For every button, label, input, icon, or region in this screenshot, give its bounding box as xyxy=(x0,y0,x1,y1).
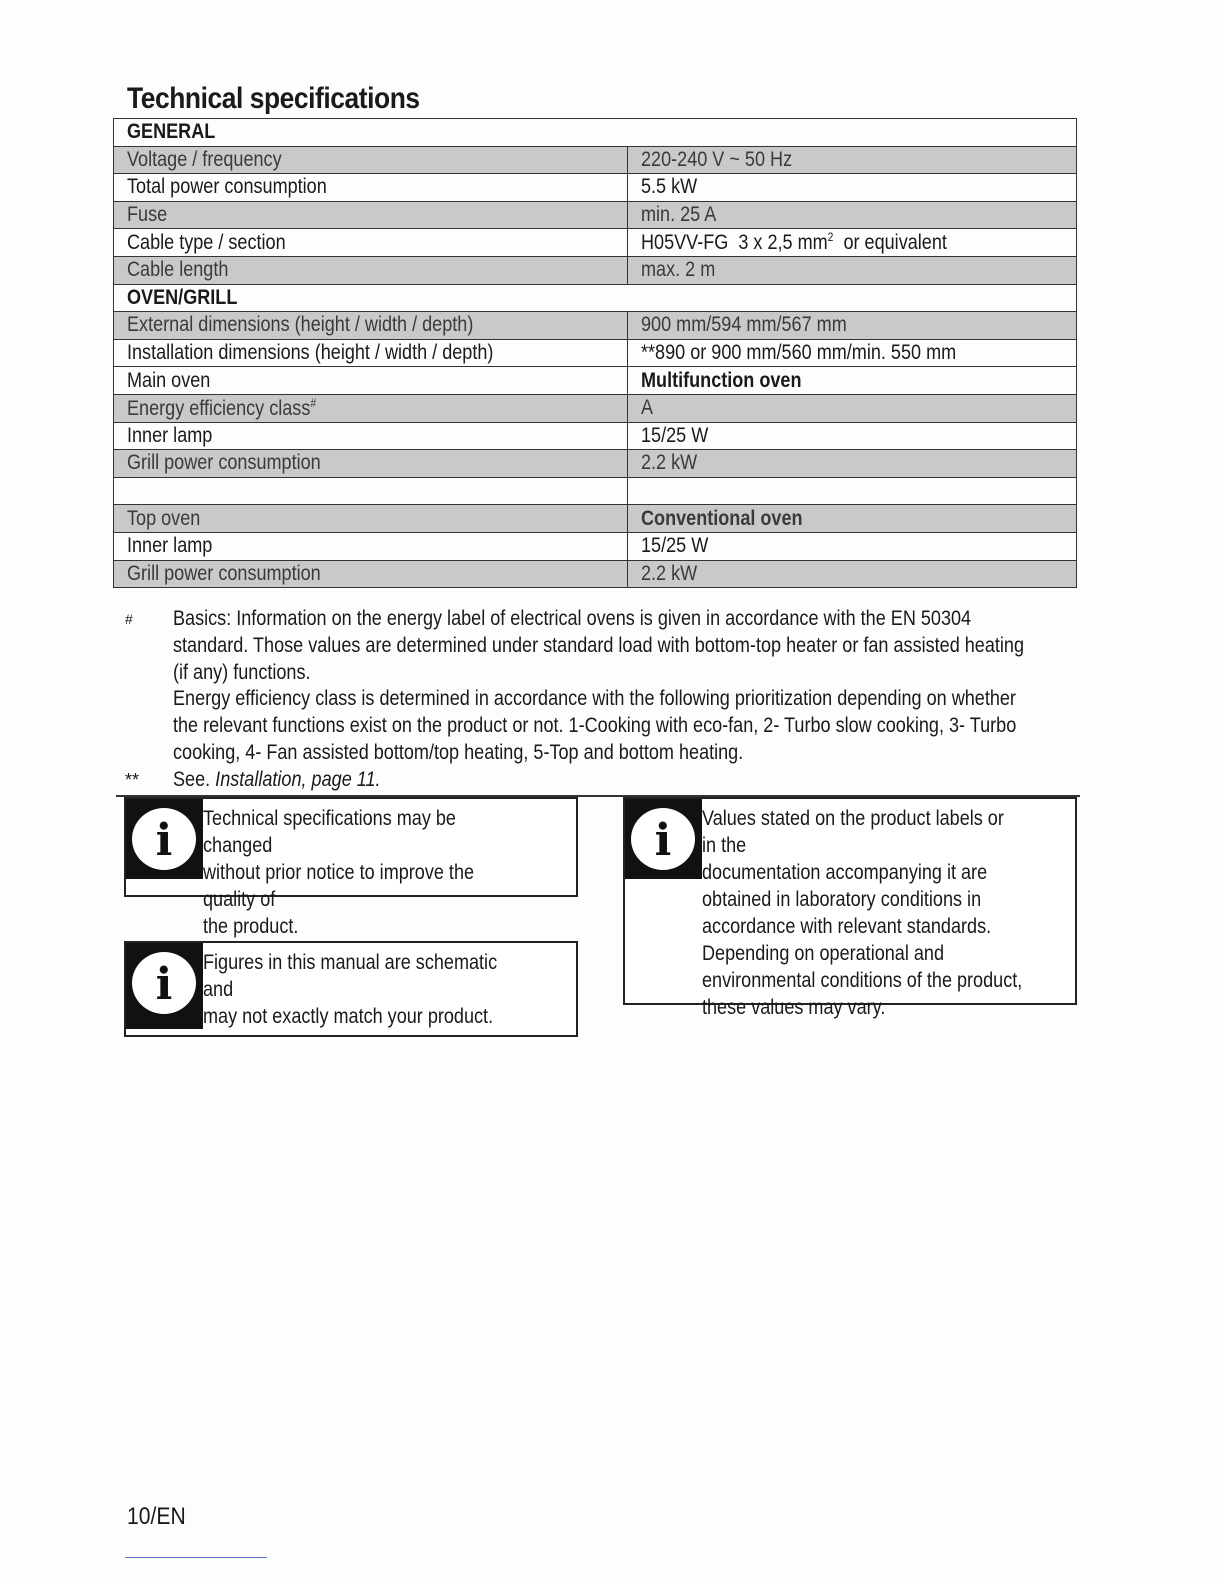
spec-value: **890 or 900 mm/560 mm/min. 550 mm xyxy=(628,339,1077,367)
spec-label: Energy efficiency class# xyxy=(114,394,628,422)
spec-value: Conventional oven xyxy=(628,505,1077,533)
spec-label: Grill power consumption xyxy=(114,560,628,588)
spec-value: 5.5 kW xyxy=(628,174,1077,202)
spec-row xyxy=(114,394,1077,422)
spec-label: Inner lamp xyxy=(114,422,628,450)
info-text-line: documentation accompanying it are xyxy=(702,861,988,884)
info-text-line: Technical specifications may be changed xyxy=(203,807,456,857)
spec-label: Installation dimensions (height / width / depth) xyxy=(114,339,628,367)
spec-row xyxy=(114,339,1077,367)
info-icon: i xyxy=(625,799,702,879)
footnote-line: Basics: Information on the energy label of electrical ovens is given in accordance with the EN 50304 xyxy=(173,607,972,630)
spec-value: min. 25 A xyxy=(628,201,1077,229)
spec-label: Grill power consumption xyxy=(114,450,628,478)
section-header: OVEN/GRILL xyxy=(114,284,1077,312)
spec-label: Voltage / frequency xyxy=(114,146,628,174)
spec-row xyxy=(114,532,1077,560)
info-box-values xyxy=(623,797,1077,1019)
spec-row xyxy=(114,201,1077,229)
info-text-line: Depending on operational and xyxy=(702,942,945,965)
page-number: 10/EN xyxy=(127,1503,186,1530)
spec-value: H05VV-FG 3 x 2,5 $mm^2$ or equivalent xyxy=(628,229,1077,257)
footnote-line: (if any) functions. xyxy=(173,660,311,684)
footnote-installation xyxy=(125,767,1075,794)
spec-label: Main oven xyxy=(114,367,628,395)
footnote-line: Energy efficiency class is determined in accordance with the following prioritization depending on whether xyxy=(173,687,1016,711)
spec-row xyxy=(114,256,1077,284)
footnote-line: standard. Those values are determined under standard load with bottom-top heater or fan assisted heating xyxy=(173,633,1025,657)
info-icon: i xyxy=(126,799,203,879)
spec-row xyxy=(114,560,1077,588)
spec-row xyxy=(114,367,1077,395)
info-text-line: obtained in laboratory conditions in xyxy=(702,888,982,911)
section-header-row xyxy=(114,284,1077,312)
spec-value xyxy=(628,477,1077,505)
spec-row xyxy=(114,422,1077,450)
spec-row xyxy=(114,312,1077,340)
info-text-line: these values may vary. xyxy=(702,996,886,1019)
spec-value: 2.2 kW xyxy=(628,450,1077,478)
spec-row xyxy=(114,505,1077,533)
footnotes xyxy=(125,606,1075,794)
spec-value: A xyxy=(628,394,1077,422)
footnote-see-label: See. xyxy=(173,767,216,791)
info-text-line: Figures in this manual are schematic and xyxy=(203,951,498,1001)
info-text-line: environmental conditions of the product, xyxy=(702,969,1023,992)
spec-table xyxy=(113,118,1077,588)
spec-value: 15/25 W xyxy=(628,532,1077,560)
spec-label: Cable length xyxy=(114,256,628,284)
info-text-line: may not exactly match your product. xyxy=(203,1005,494,1028)
spec-label: External dimensions (height / width / depth) xyxy=(114,312,628,340)
info-text-line: accordance with relevant standards. xyxy=(702,915,992,938)
spec-label: Total power consumption xyxy=(114,174,628,202)
spec-label: Fuse xyxy=(114,201,628,229)
spec-row xyxy=(114,229,1077,257)
footnote-mark-hash: # xyxy=(125,611,133,627)
spec-label: Top oven xyxy=(114,505,628,533)
footnote-line: the relevant functions exist on the product or not. 1-Cooking with eco-fan, 2- Turbo slow cooking, 3- Turbo xyxy=(173,714,1017,738)
section-header: GENERAL xyxy=(114,119,1077,147)
spec-label: Cable type / section xyxy=(114,229,628,257)
installation-page-link[interactable]: Installation, page 11. xyxy=(215,767,381,791)
spec-value: 900 mm/594 mm/567 mm xyxy=(628,312,1077,340)
spec-row xyxy=(114,146,1077,174)
footnote-energy xyxy=(125,606,1075,767)
info-box-figures xyxy=(124,941,578,1037)
footnote-line: cooking, 4- Fan assisted bottom/top heating, 5-Top and bottom heating. xyxy=(173,740,744,764)
info-icon: i xyxy=(126,943,203,1029)
spec-row xyxy=(114,450,1077,478)
footnote-mark-stars: ** xyxy=(125,769,140,790)
spec-value: Multifunction oven xyxy=(628,367,1077,395)
spec-label xyxy=(114,477,628,505)
spec-value: max. 2 m xyxy=(628,256,1077,284)
section-header-row xyxy=(114,119,1077,147)
spec-row xyxy=(114,477,1077,505)
info-text-line: Values stated on the product labels or in the xyxy=(702,807,1004,857)
spec-label: Inner lamp xyxy=(114,532,628,560)
info-box-specs-change xyxy=(124,797,578,938)
footer-rule xyxy=(125,1557,267,1558)
spec-row xyxy=(114,174,1077,202)
page-title: Technical specifications xyxy=(127,82,420,115)
spec-value: 2.2 kW xyxy=(628,560,1077,588)
footnote-ref: # xyxy=(310,395,317,410)
info-text-line: without prior notice to improve the quality of xyxy=(203,861,475,911)
info-text-line: the product. xyxy=(203,915,299,938)
spec-value: 15/25 W xyxy=(628,422,1077,450)
spec-value: 220-240 V ~ 50 Hz xyxy=(628,146,1077,174)
